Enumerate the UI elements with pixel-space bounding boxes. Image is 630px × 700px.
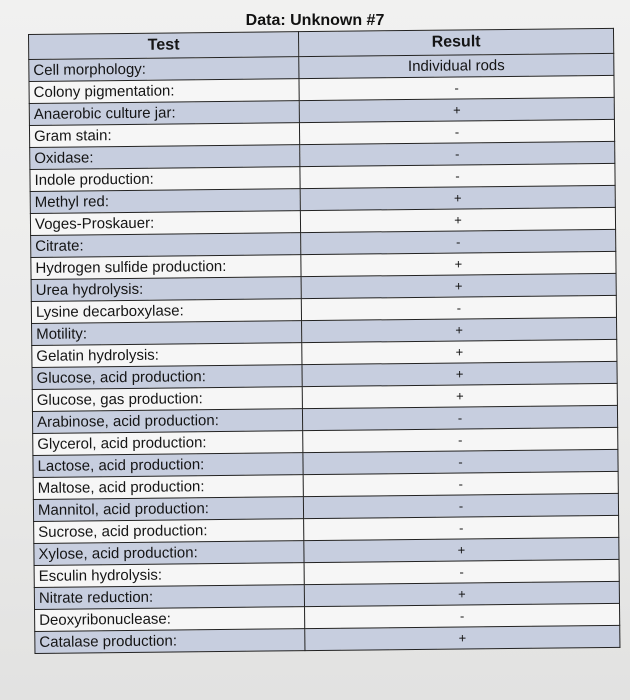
test-name-cell: Glucose, acid production:: [32, 365, 302, 390]
test-name-cell: Voges-Proskauer:: [30, 211, 300, 236]
result-cell: +: [301, 251, 616, 276]
result-cell: +: [301, 273, 616, 298]
test-name-cell: Maltose, acid production:: [33, 475, 303, 500]
result-cell: -: [299, 119, 614, 144]
result-cell: -: [305, 603, 620, 628]
test-name-cell: Motility:: [32, 321, 302, 346]
test-name-cell: Arabinose, acid production:: [32, 409, 302, 434]
result-cell: -: [303, 493, 618, 518]
test-name-cell: Mannitol, acid production:: [33, 497, 303, 522]
results-table: [28, 28, 620, 654]
test-name-cell: Colony pigmentation:: [29, 79, 299, 104]
test-name-cell: Gelatin hydrolysis:: [32, 343, 302, 368]
page-title: Data: Unknown #7: [245, 12, 385, 29]
result-cell: +: [302, 317, 617, 342]
test-name-cell: Glycerol, acid production:: [33, 431, 303, 456]
result-cell: -: [302, 405, 617, 430]
result-cell: +: [302, 339, 617, 364]
result-cell: -: [304, 559, 619, 584]
result-cell: -: [301, 295, 616, 320]
column-header-test: Test: [29, 32, 299, 60]
result-cell: +: [300, 207, 615, 232]
test-name-cell: Glucose, gas production:: [32, 387, 302, 412]
test-name-cell: Oxidase:: [30, 145, 300, 170]
result-cell: +: [304, 537, 619, 562]
test-name-cell: Indole production:: [30, 167, 300, 192]
result-cell: +: [299, 97, 614, 122]
result-cell: +: [300, 185, 615, 210]
test-name-cell: Nitrate reduction:: [34, 585, 304, 610]
result-cell: -: [303, 427, 618, 452]
column-header-result: Result: [298, 28, 613, 56]
table-row: [35, 625, 620, 653]
result-cell: Individual rods: [299, 53, 614, 78]
test-name-cell: Catalase production:: [35, 629, 305, 654]
result-cell: +: [305, 625, 620, 650]
result-cell: -: [304, 515, 619, 540]
result-cell: -: [300, 163, 615, 188]
test-name-cell: Cell morphology:: [29, 57, 299, 82]
result-cell: +: [302, 361, 617, 386]
result-cell: -: [299, 75, 614, 100]
test-name-cell: Esculin hydrolysis:: [34, 563, 304, 588]
test-name-cell: Deoxyribonuclease:: [35, 607, 305, 632]
test-name-cell: Xylose, acid production:: [34, 541, 304, 566]
test-name-cell: Methyl red:: [30, 189, 300, 214]
result-cell: +: [302, 383, 617, 408]
test-name-cell: Hydrogen sulfide production:: [31, 255, 301, 280]
result-cell: -: [303, 449, 618, 474]
test-name-cell: Urea hydrolysis:: [31, 277, 301, 302]
result-cell: +: [304, 581, 619, 606]
result-cell: -: [301, 229, 616, 254]
result-cell: -: [303, 471, 618, 496]
test-name-cell: Gram stain:: [29, 123, 299, 148]
results-sheet: [28, 28, 619, 654]
test-name-cell: Citrate:: [31, 233, 301, 258]
result-cell: -: [300, 141, 615, 166]
test-name-cell: Lysine decarboxylase:: [31, 299, 301, 324]
test-name-cell: Sucrose, acid production:: [34, 519, 304, 544]
test-name-cell: Lactose, acid production:: [33, 453, 303, 478]
test-name-cell: Anaerobic culture jar:: [29, 101, 299, 126]
